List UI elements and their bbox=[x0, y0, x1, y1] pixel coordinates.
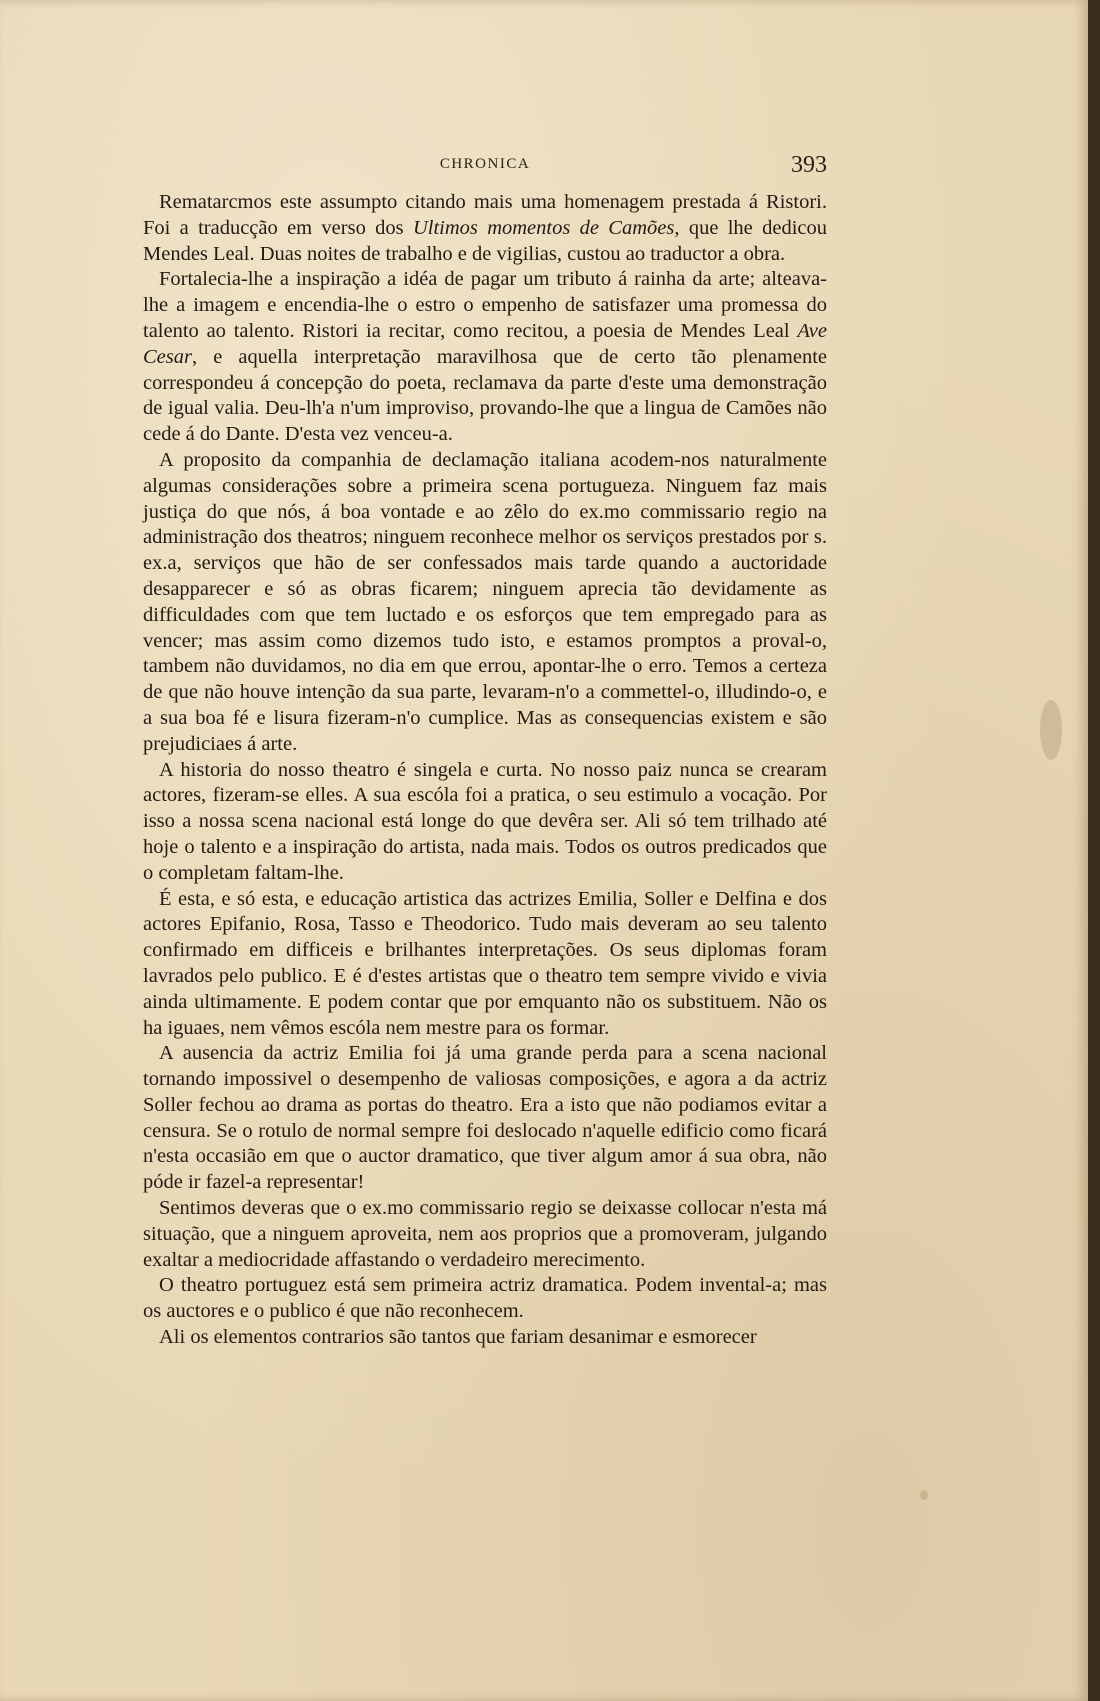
article-body bbox=[143, 190, 827, 1351]
paragraph bbox=[143, 190, 827, 267]
paragraph bbox=[143, 887, 827, 1042]
text-run: Ali os elementos contrarios são tantos que fariam desanimar e esmorecer bbox=[159, 1326, 757, 1349]
text-run: O theatro portuguez está sem primeira actriz dramatica. Podem invental-a; mas os auctores e o publico é que não reconhecem. bbox=[143, 1274, 827, 1323]
paper-stain bbox=[1040, 700, 1062, 760]
text-run: Rematarcmos este assumpto citando mais uma homenagem prestada á Ristori. Foi a traducção em verso dos bbox=[143, 191, 827, 239]
running-title: CHRONICA bbox=[439, 156, 531, 172]
paragraph bbox=[143, 1041, 827, 1196]
text-run: , que lhe dedicou Mendes Leal. Duas noites de trabalho e de vigilias, custou ao traductor a obra. bbox=[143, 216, 827, 265]
paper-stain bbox=[920, 1490, 928, 1500]
text-run: A proposito da companhia de declamação italiana acodem-nos naturalmente algumas considerações sobre a primeira scena portugueza. Ninguem faz mais justiça do que nós, á boa vontade e ao zêlo do ex.mo commissario regio na administração dos theatros; ninguem reconhece melhor os serviços prestados por s. ex.a, serviços que hão de ser confessados mais tarde quando a auctoridade desapparecer e só as obras ficarem; ninguem aprecia tão devidamente as difficuldades com que tem luctado e os esforços que tem empregado para as vencer; mas assim como dizemos tudo isto, e estamos promptos a proval-o, tambem não duvidamos, no dia em que errou, apontar-lhe o erro. Temos a certeza de que não houve intenção da sua parte, levaram-n'o a commettel-o, illudindo-o, e a sua boa fé e lisura fizeram-n'o cumplice. Mas as consequencias existem e são prejudiciaes á arte. bbox=[143, 448, 827, 755]
paragraph bbox=[143, 758, 827, 887]
text-run: A historia do nosso theatro é singela e curta. No nosso paiz nunca se crearam actores, fizeram-se elles. A sua escóla foi a pratica, o seu estimulo a vocação. Por isso a nossa scena nacional está longe do que devêra ser. Ali só tem trilhado até hoje o talento e a inspiração do artista, nada mais. Todos os outros predicados que o completam faltam-lhe. bbox=[143, 758, 827, 884]
text-run: Sentimos deveras que o ex.mo commissario regio se deixasse collocar n'esta má situação, que a ninguem aproveita, nem aos proprios que a promoveram, julgando exaltar a mediocridade affastando o verdadeiro merecimento. bbox=[143, 1197, 827, 1271]
paragraph bbox=[143, 448, 827, 758]
paragraph bbox=[143, 1273, 827, 1325]
text-run: É esta, e só esta, e educação artistica das actrizes Emilia, Soller e Delfina e dos actores Epifanio, Rosa, Tasso e Theodorico. Tudo mais deveram ao seu talento confirmado em difficeis e brilhantes interpretações. Os seus diplomas foram lavrados pelo publico. E é d'estes artistas que o theatro tem sempre vivido e vivia ainda ultimamente. E podem contar que por emquanto não os substituem. Não os ha iguaes, nem vêmos escóla nem mestre para os formar. bbox=[143, 887, 827, 1039]
paragraph bbox=[143, 1196, 827, 1273]
text-run: Fortalecia-lhe a inspiração a idéa de pagar um tributo á rainha da arte; alteava-lhe a imagem e encendia-lhe o estro o empenho de satisfazer uma promessa do talento ao talento. Ristori ia recitar, como recitou, a poesia de Mendes Leal bbox=[143, 268, 827, 342]
italic-title: Ultimos momentos de Camões bbox=[412, 216, 675, 239]
running-head bbox=[143, 152, 827, 182]
paragraph bbox=[143, 1325, 827, 1351]
page-edge bbox=[1088, 0, 1100, 1701]
italic-title: Ave Cesar bbox=[143, 319, 827, 368]
page-number: 393 bbox=[791, 152, 827, 178]
text-run: , e aquella interpretação maravilhosa que de certo tão plenamente correspondeu á concepção do poeta, reclamava da parte d'este uma demonstração de igual valia. Deu-lh'a n'um improviso, provando-lhe que a lingua de Camões não cede á do Dante. D'esta vez venceu-a. bbox=[143, 345, 827, 446]
paragraph bbox=[143, 267, 827, 448]
text-run: A ausencia da actriz Emilia foi já uma grande perda para a scena nacional tornando impossivel o desempenho de valiosas composições, e agora a da actriz Soller fechou ao drama as portas do theatro. Era a isto que não podiamos evitar a censura. Se o rotulo de normal sempre foi deslocado n'aquelle edificio como ficará n'esta occasião em que o auctor dramatico, que tiver algum amor á sua obra, não póde ir fazel-a representar! bbox=[143, 1042, 827, 1194]
